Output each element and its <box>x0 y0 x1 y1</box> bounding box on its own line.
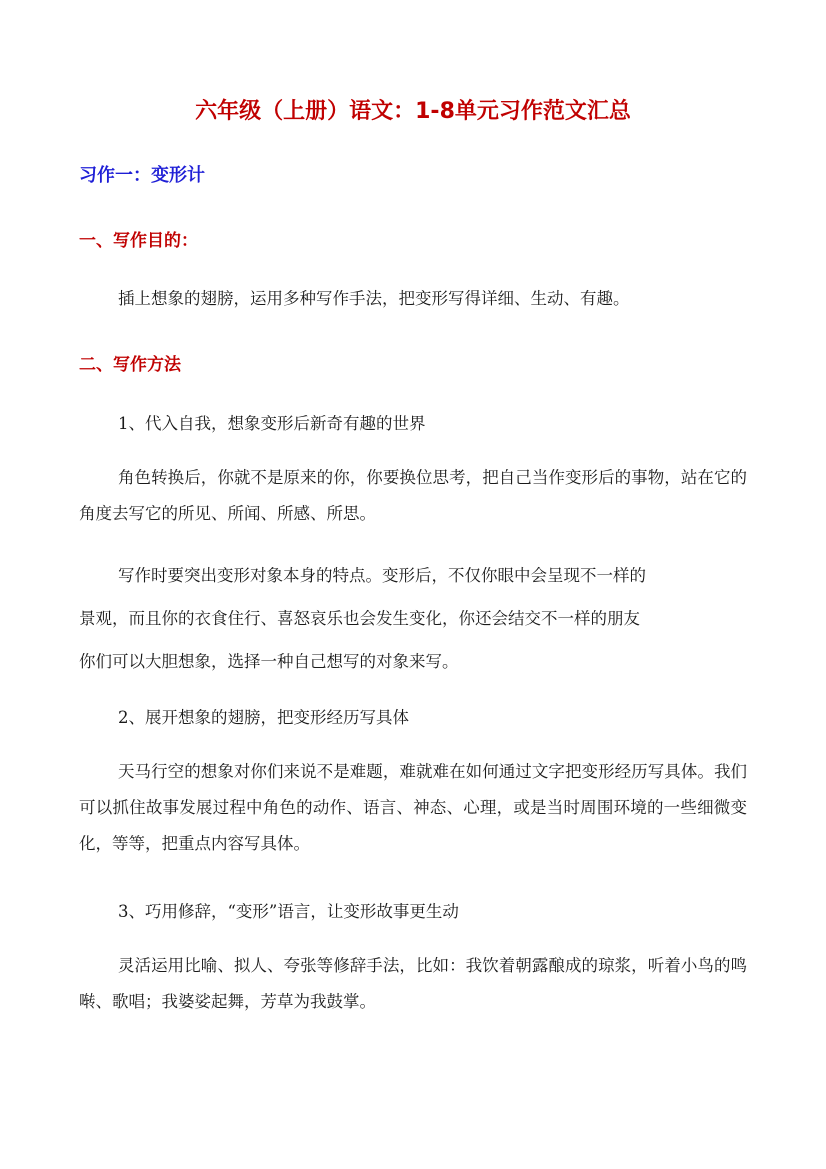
heading-purpose: 一、写作目的： <box>79 231 198 251</box>
method3-title: 3、巧用修辞，“变形”语言，让变形故事更生动 <box>118 902 459 921</box>
method2-title: 2、展开想象的翅膀，把变形经历写具体 <box>118 708 409 727</box>
method1-paragraph2-line2: 景观，而且你的衣食住行、喜怒哀乐也会发生变化，你还会结交不一样的朋友 <box>79 609 640 628</box>
method1-paragraph2-line3: 你们可以大胆想象，选择一种自己想写的对象来写。 <box>79 652 459 671</box>
method1-title: 1、代入自我，想象变形后新奇有趣的世界 <box>118 414 426 433</box>
purpose-paragraph: 插上想象的翅膀，运用多种写作手法，把变形写得详细、生动、有趣。 <box>118 289 630 308</box>
section-title: 习作一：变形计 <box>79 165 205 186</box>
heading-method: 二、写作方法 <box>79 355 181 375</box>
method3-paragraph1: 灵活运用比喻、拟人、夸张等修辞手法，比如：我饮着朝露酿成的琼浆，听着小鸟的鸣啭、歌唱；我婆娑起舞，芳草为我鼓掌。 <box>79 956 747 1011</box>
method2-paragraph1: 天马行空的想象对你们来说不是难题，难就难在如何通过文字把变形经历写具体。我们可以抓住故事发展过程中角色的动作、语言、神态、心理，或是当时周围环境的一些细微变化，等等，把重点内容写具体。 <box>79 762 747 853</box>
method1-paragraph2-line1: 写作时要突出变形对象本身的特点。变形后，不仅你眼中会呈现不一样的 <box>118 566 646 585</box>
method1-paragraph1: 角色转换后，你就不是原来的你，你要换位思考，把自己当作变形后的事物，站在它的角度去写它的所见、所闻、所感、所思。 <box>79 468 747 523</box>
document-title: 六年级（上册）语文：1-8单元习作范文汇总 <box>195 99 631 124</box>
